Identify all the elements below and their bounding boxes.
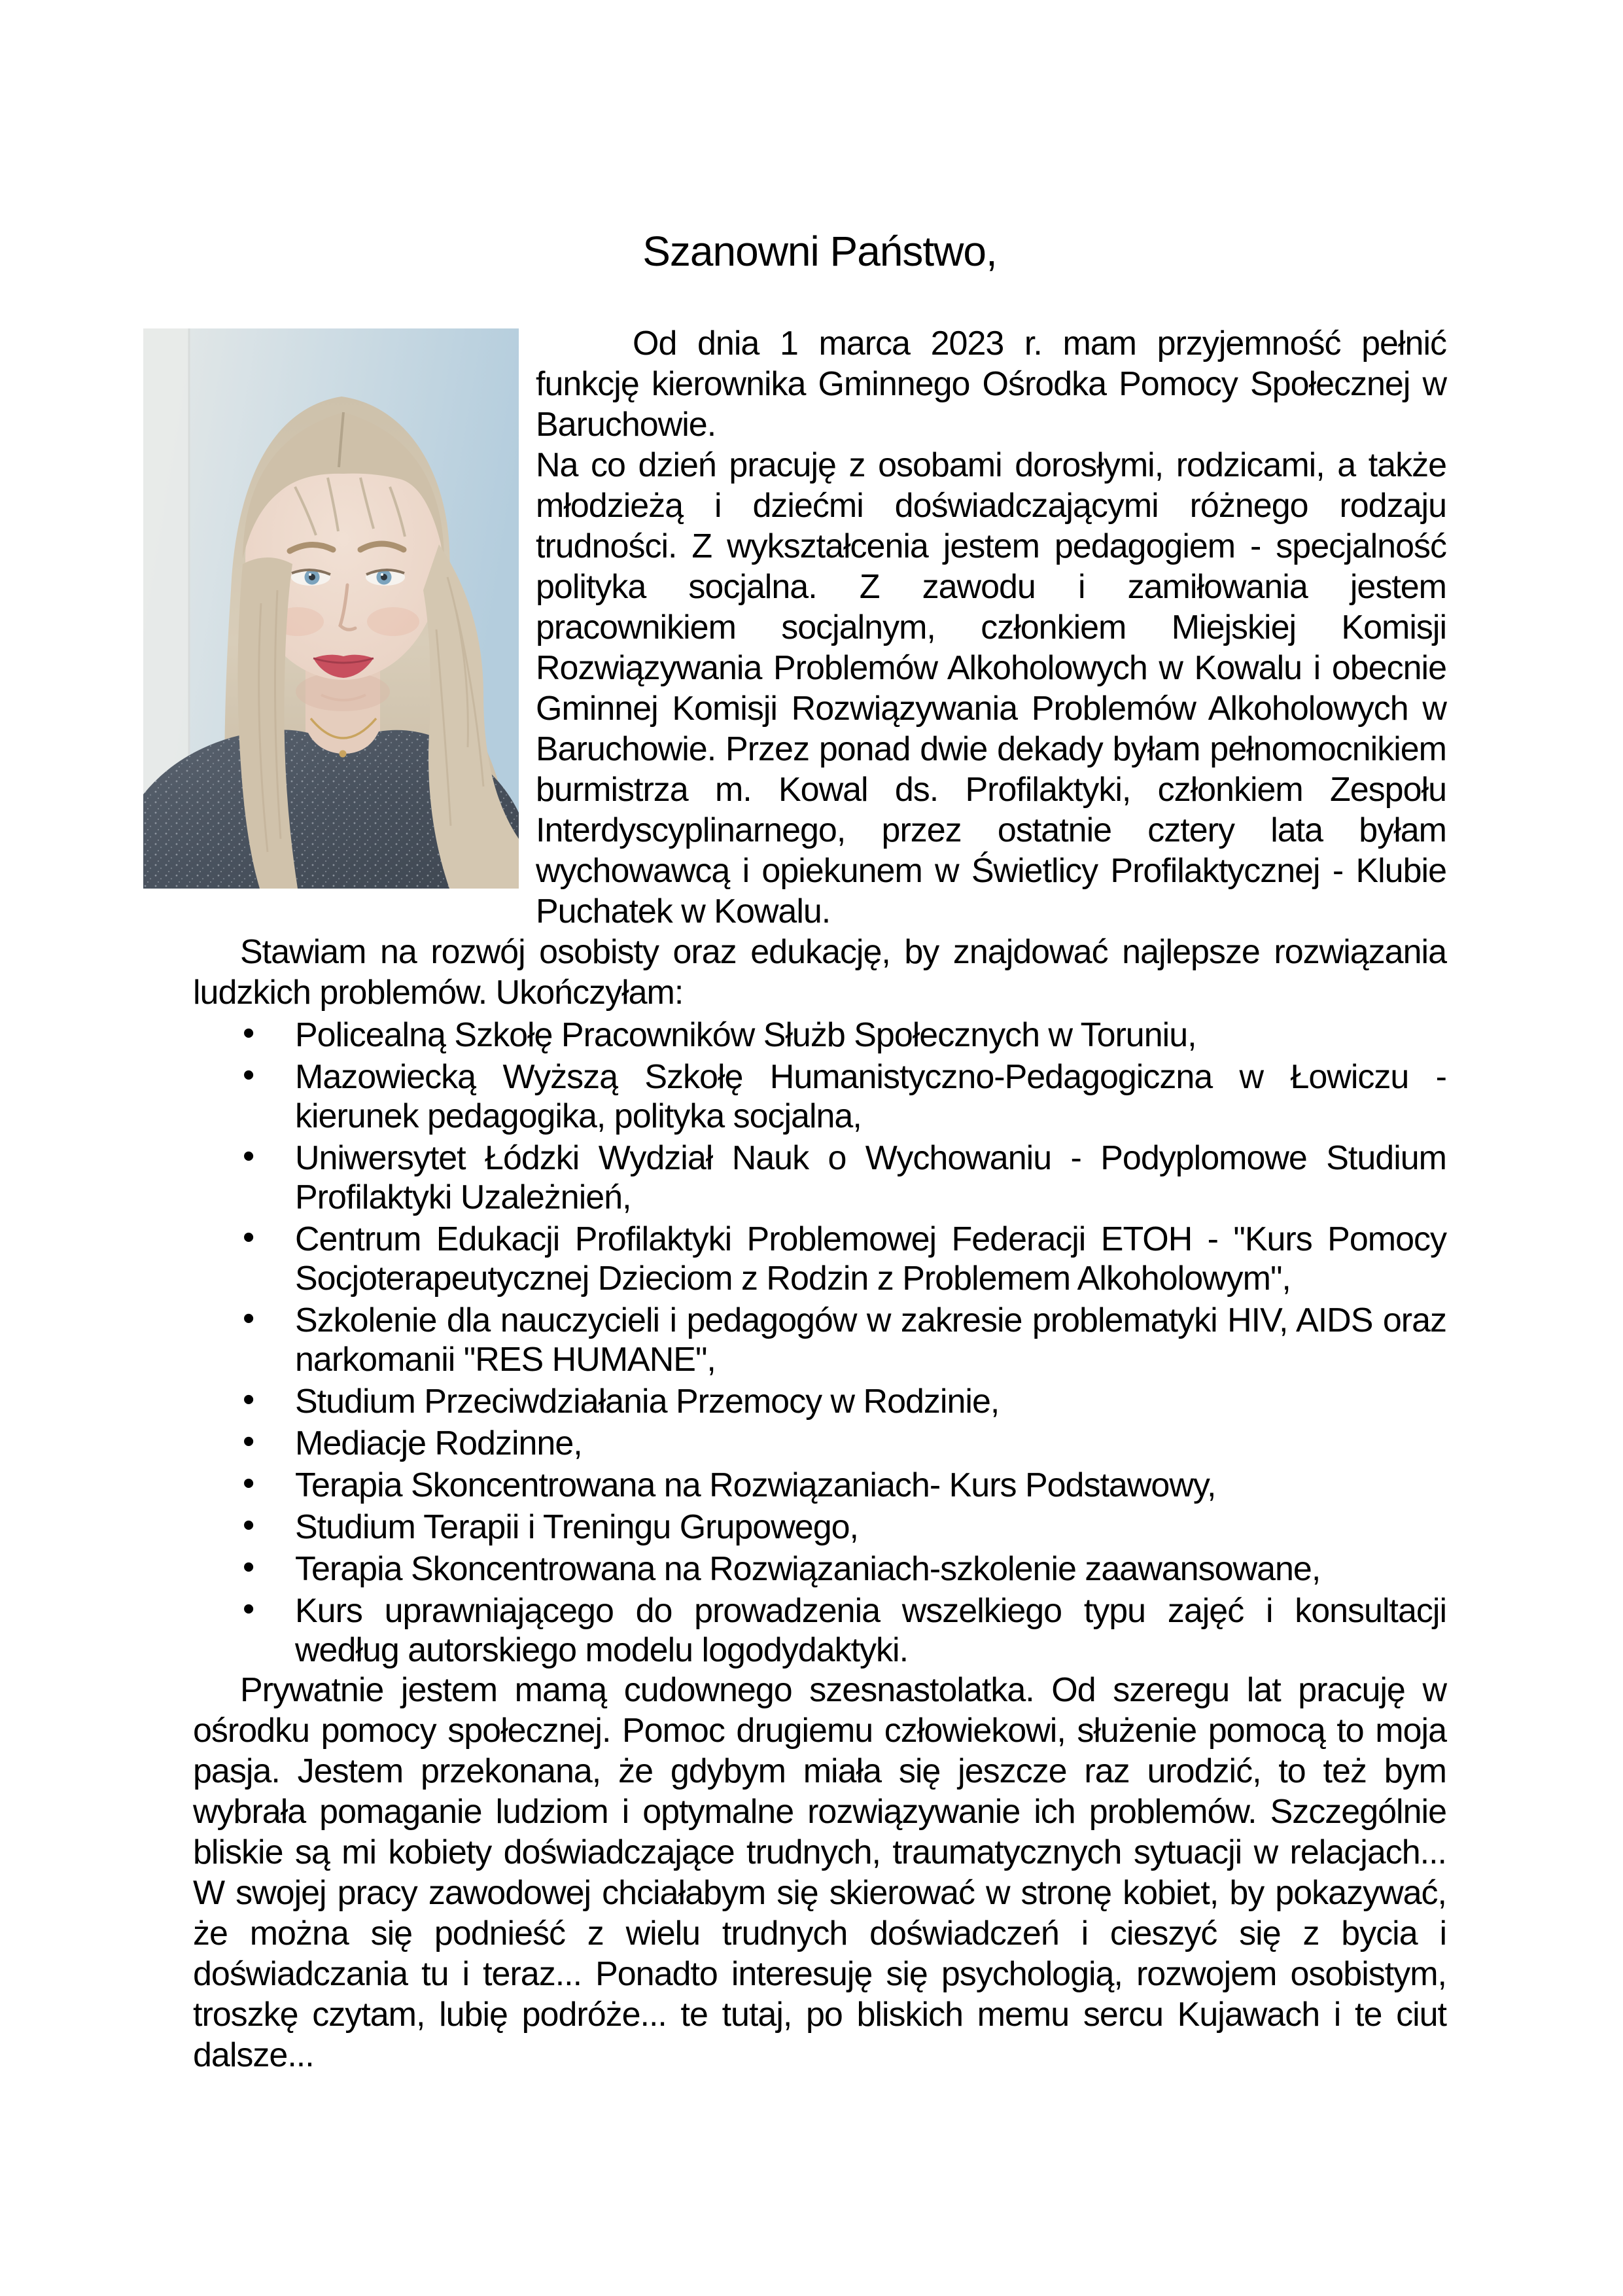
bullet-icon: • bbox=[243, 1464, 254, 1502]
education-item-text: Szkolenie dla nauczycieli i pedagogów w zakresie problematyki HIV, AIDS oraz narkomanii "RES HUMANE", bbox=[295, 1301, 1446, 1379]
bullet-icon: • bbox=[243, 1380, 254, 1419]
education-item-text: Mazowiecką Wyższą Szkołę Humanistyczno-Pedagogiczna w Łowiczu - kierunek pedagogika, polityka socjalna, bbox=[295, 1057, 1446, 1135]
education-item-text: Mediacje Rodzinne, bbox=[295, 1424, 582, 1462]
daily-work-paragraph: Na co dzień pracuję z osobami dorosłymi, rodzicami, a także młodzieżą i dziećmi doświadczającymi różnego rodzaju trudności. Z wykształcenia jestem pedagogiem - specjalność polityka socjalna. Z zawodu i zamiłowania jestem pracownikiem socjalnym, członkiem Miejskiej Komisji Rozwiązywania Problemów Alkoholowych w Kowalu i obecnie Gminnej Komisji Rozwiązywania Problemów Alkoholowych w Baruchowie. Przez ponad dwie dekady byłam pełnomocnikiem burmistrza m. Kowal ds. Profilaktyki, członkiem Zespołu Interdyscyplinarnego, przez ostatnie cztery lata byłam wychowawcą i opiekunem w Świetlicy Profilaktycznej - Klubie Puchatek w Kowalu. bbox=[536, 446, 1446, 930]
education-list bbox=[193, 1016, 1446, 1670]
education-item bbox=[193, 1466, 1446, 1505]
bullet-icon: • bbox=[243, 1506, 254, 1544]
bullet-icon: • bbox=[243, 1547, 254, 1586]
bullet-icon: • bbox=[243, 1589, 254, 1628]
education-item bbox=[193, 1139, 1446, 1217]
closing-paragraph: Prywatnie jestem mamą cudownego szesnastolatka. Od szeregu lat pracuję w ośrodku pomocy społecznej. Pomoc drugiemu człowiekowi, służenie pomocą to moja pasja. Jestem przekonana, że gdybym miała się jeszcze raz urodzić, to też bym wybrała pomaganie ludziom i optymalne rozwiązywanie ich problemów. Szczególnie bliskie są mi kobiety doświadczające trudnych, traumatycznych sytuacji w relacjach... W swojej pracy zawodowej chciałabym się skierować w stronę kobiet, by pokazywać, że można się podnieść z wielu trudnych doświadczeń i cieszyć się z bycia i doświadczania tu i teraz... Ponadto interesuję się psychologią, rozwojem osobistym, troszkę czytam, lubię podróże... te tutaj, po bliskich memu sercu Kujawach i te ciut dalsze... bbox=[193, 1670, 1446, 2074]
education-item bbox=[193, 1057, 1446, 1136]
education-intro-paragraph: Stawiam na rozwój osobisty oraz edukację, by znajdować najlepsze rozwiązania ludzkich problemów. Ukończyłam: bbox=[193, 932, 1446, 1012]
education-item-text: Kurs uprawniającego do prowadzenia wszelkiego typu zajęć i konsultacji według autorskiego modelu logodydaktyki. bbox=[295, 1591, 1446, 1669]
education-item-text: Uniwersytet Łódzki Wydział Nauk o Wychowaniu - Podyplomowe Studium Profilaktyki Uzależnień, bbox=[295, 1139, 1446, 1216]
education-item-text: Policealną Szkołę Pracowników Służb Społecznych w Toruniu, bbox=[295, 1016, 1196, 1054]
bullet-icon: • bbox=[243, 1218, 254, 1256]
page-title: Szanowni Państwo, bbox=[642, 228, 997, 275]
education-item-text: Studium Przeciwdziałania Przemocy w Rodzinie, bbox=[295, 1382, 1000, 1421]
bullet-icon: • bbox=[243, 1422, 254, 1460]
education-item bbox=[193, 1301, 1446, 1379]
education-item-text: Terapia Skoncentrowana na Rozwiązaniach- Kurs Podstawowy, bbox=[295, 1466, 1216, 1504]
education-item-text: Terapia Skoncentrowana na Rozwiązaniach-szkolenie zaawansowane, bbox=[295, 1549, 1321, 1588]
bullet-icon: • bbox=[243, 1014, 254, 1052]
portrait-photo-image bbox=[143, 328, 519, 889]
education-item bbox=[193, 1424, 1446, 1463]
education-item bbox=[193, 1382, 1446, 1421]
education-item bbox=[193, 1549, 1446, 1589]
portrait-photo bbox=[143, 328, 519, 889]
bullet-icon: • bbox=[243, 1055, 254, 1094]
bullet-icon: • bbox=[243, 1299, 254, 1337]
education-item-text: Centrum Edukacji Profilaktyki Problemowej Federacji ETOH - "Kurs Pomocy Socjoterapeutycznej Dzieciom z Rodzin z Problemem Alkoholowym", bbox=[295, 1220, 1446, 1298]
education-item bbox=[193, 1220, 1446, 1298]
bullet-icon: • bbox=[243, 1137, 254, 1175]
intro-paragraph: Od dnia 1 marca 2023 r. mam przyjemność pełnić funkcję kierownika Gminnego Ośrodka Pomocy Społecznej w Baruchowie. bbox=[536, 324, 1446, 444]
education-item bbox=[193, 1508, 1446, 1547]
education-item bbox=[193, 1591, 1446, 1670]
education-item bbox=[193, 1016, 1446, 1055]
education-item-text: Studium Terapii i Treningu Grupowego, bbox=[295, 1508, 858, 1546]
